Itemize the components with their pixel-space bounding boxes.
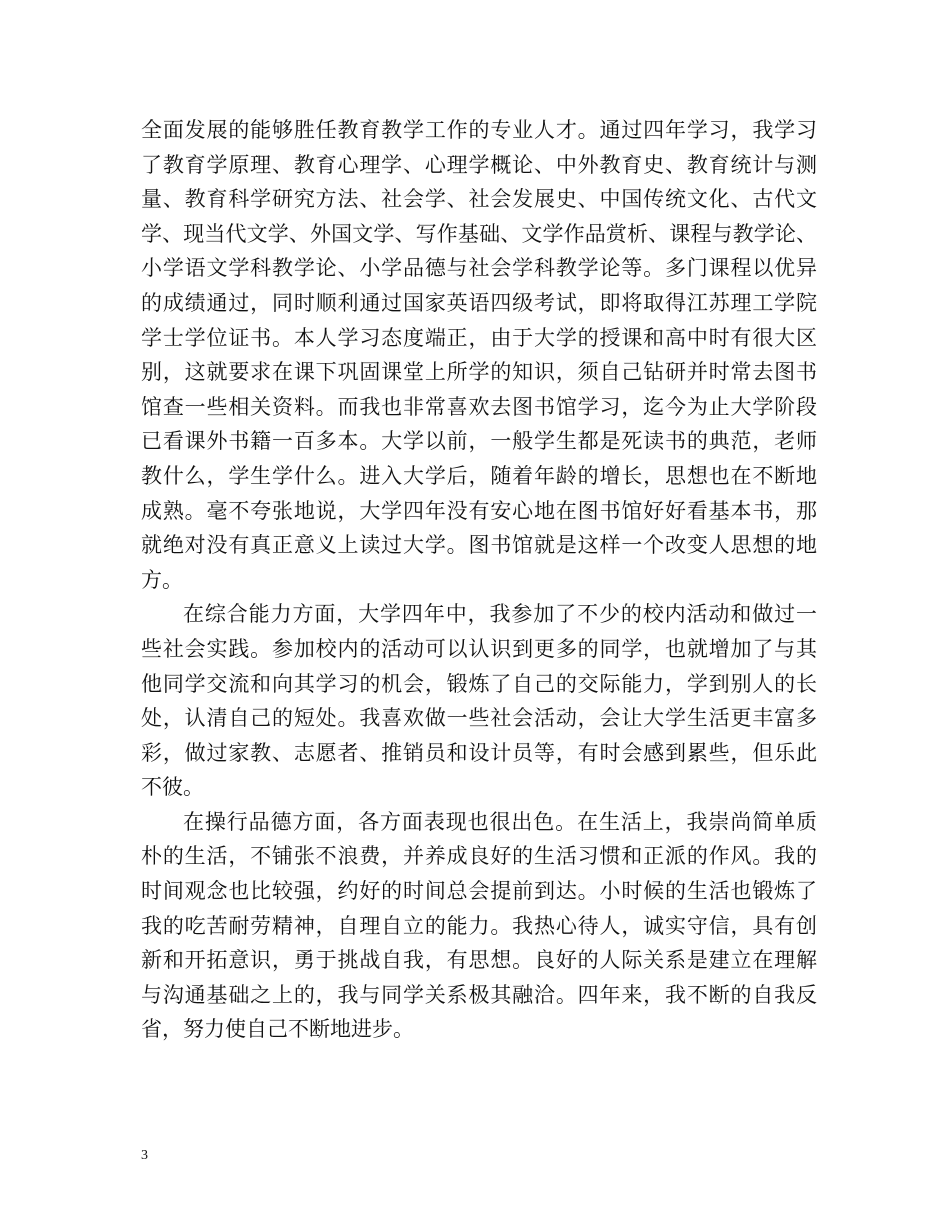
- text-line: 我的吃苦耐劳精神，自理自立的能力。我热心待人，诚实守信，具有创: [141, 913, 817, 938]
- text-line: 与沟通基础之上的，我与同学关系极其融洽。四年来，我不断的自我反: [141, 982, 817, 1007]
- document-body: [141, 113, 817, 1047]
- text-line: 小学语文学科教学论、小学品德与社会学科教学论等。多门课程以优异: [141, 256, 817, 281]
- text-line: 处，认清自己的短处。我喜欢做一些社会活动，会让大学生活更丰富多: [141, 706, 817, 731]
- text-line: 馆查一些相关资料。而我也非常喜欢去图书馆学习，迄今为止大学阶段: [141, 394, 817, 419]
- paragraph-academic: [141, 113, 817, 597]
- text-line: 新和开拓意识，勇于挑战自我，有思想。良好的人际关系是建立在理解: [141, 948, 817, 973]
- text-line: 不彼。: [141, 775, 204, 800]
- text-line: 省，努力使自己不断地进步。: [141, 1017, 414, 1042]
- text-line: 学士学位证书。本人学习态度端正，由于大学的授课和高中时有很大区: [141, 325, 817, 350]
- text-line: 成熟。毫不夸张地说，大学四年没有安心地在图书馆好好看基本书，那: [141, 498, 817, 523]
- text-line: 学、现当代文学、外国文学、写作基础、文学作品赏析、课程与教学论、: [141, 221, 817, 246]
- text-line: 已看课外书籍一百多本。大学以前，一般学生都是死读书的典范，老师: [141, 429, 817, 454]
- text-line: 别，这就要求在课下巩固课堂上所学的知识，须自己钻研并时常去图书: [141, 360, 817, 385]
- text-line: 在综合能力方面，大学四年中，我参加了不少的校内活动和做过一: [183, 602, 817, 627]
- text-line: 朴的生活，不铺张不浪费，并养成良好的生活习惯和正派的作风。我的: [141, 844, 817, 869]
- text-line: 全面发展的能够胜任教育教学工作的专业人才。通过四年学习，我学习: [141, 118, 817, 142]
- text-line: 在操行品德方面，各方面表现也很出色。在生活上，我崇尚简单质: [183, 809, 817, 834]
- text-line: 了教育学原理、教育心理学、心理学概论、中外教育史、教育统计与测: [141, 152, 817, 177]
- text-line: 的成绩通过，同时顺利通过国家英语四级考试，即将取得江苏理工学院: [141, 290, 817, 315]
- text-line: 教什么，学生学什么。进入大学后，随着年龄的增长，思想也在不断地: [141, 463, 817, 488]
- text-line: 时间观念也比较强，约好的时间总会提前到达。小时候的生活也锻炼了: [141, 879, 817, 904]
- paragraph-abilities: [141, 597, 817, 805]
- text-line: 彩，做过家教、志愿者、推销员和设计员等，有时会感到累些，但乐此: [141, 740, 817, 765]
- paragraph-character: [141, 805, 817, 1047]
- text-line: 些社会实践。参加校内的活动可以认识到更多的同学，也就增加了与其: [141, 636, 817, 661]
- text-line: 就绝对没有真正意义上读过大学。图书馆就是这样一个改变人思想的地: [141, 533, 817, 558]
- text-line: 量、教育科学研究方法、社会学、社会发展史、中国传统文化、古代文: [141, 187, 817, 212]
- text-line: 方。: [141, 567, 183, 592]
- text-line: 他同学交流和向其学习的机会，锻炼了自己的交际能力，学到别人的长: [141, 671, 817, 696]
- page-number: 3: [141, 1148, 148, 1163]
